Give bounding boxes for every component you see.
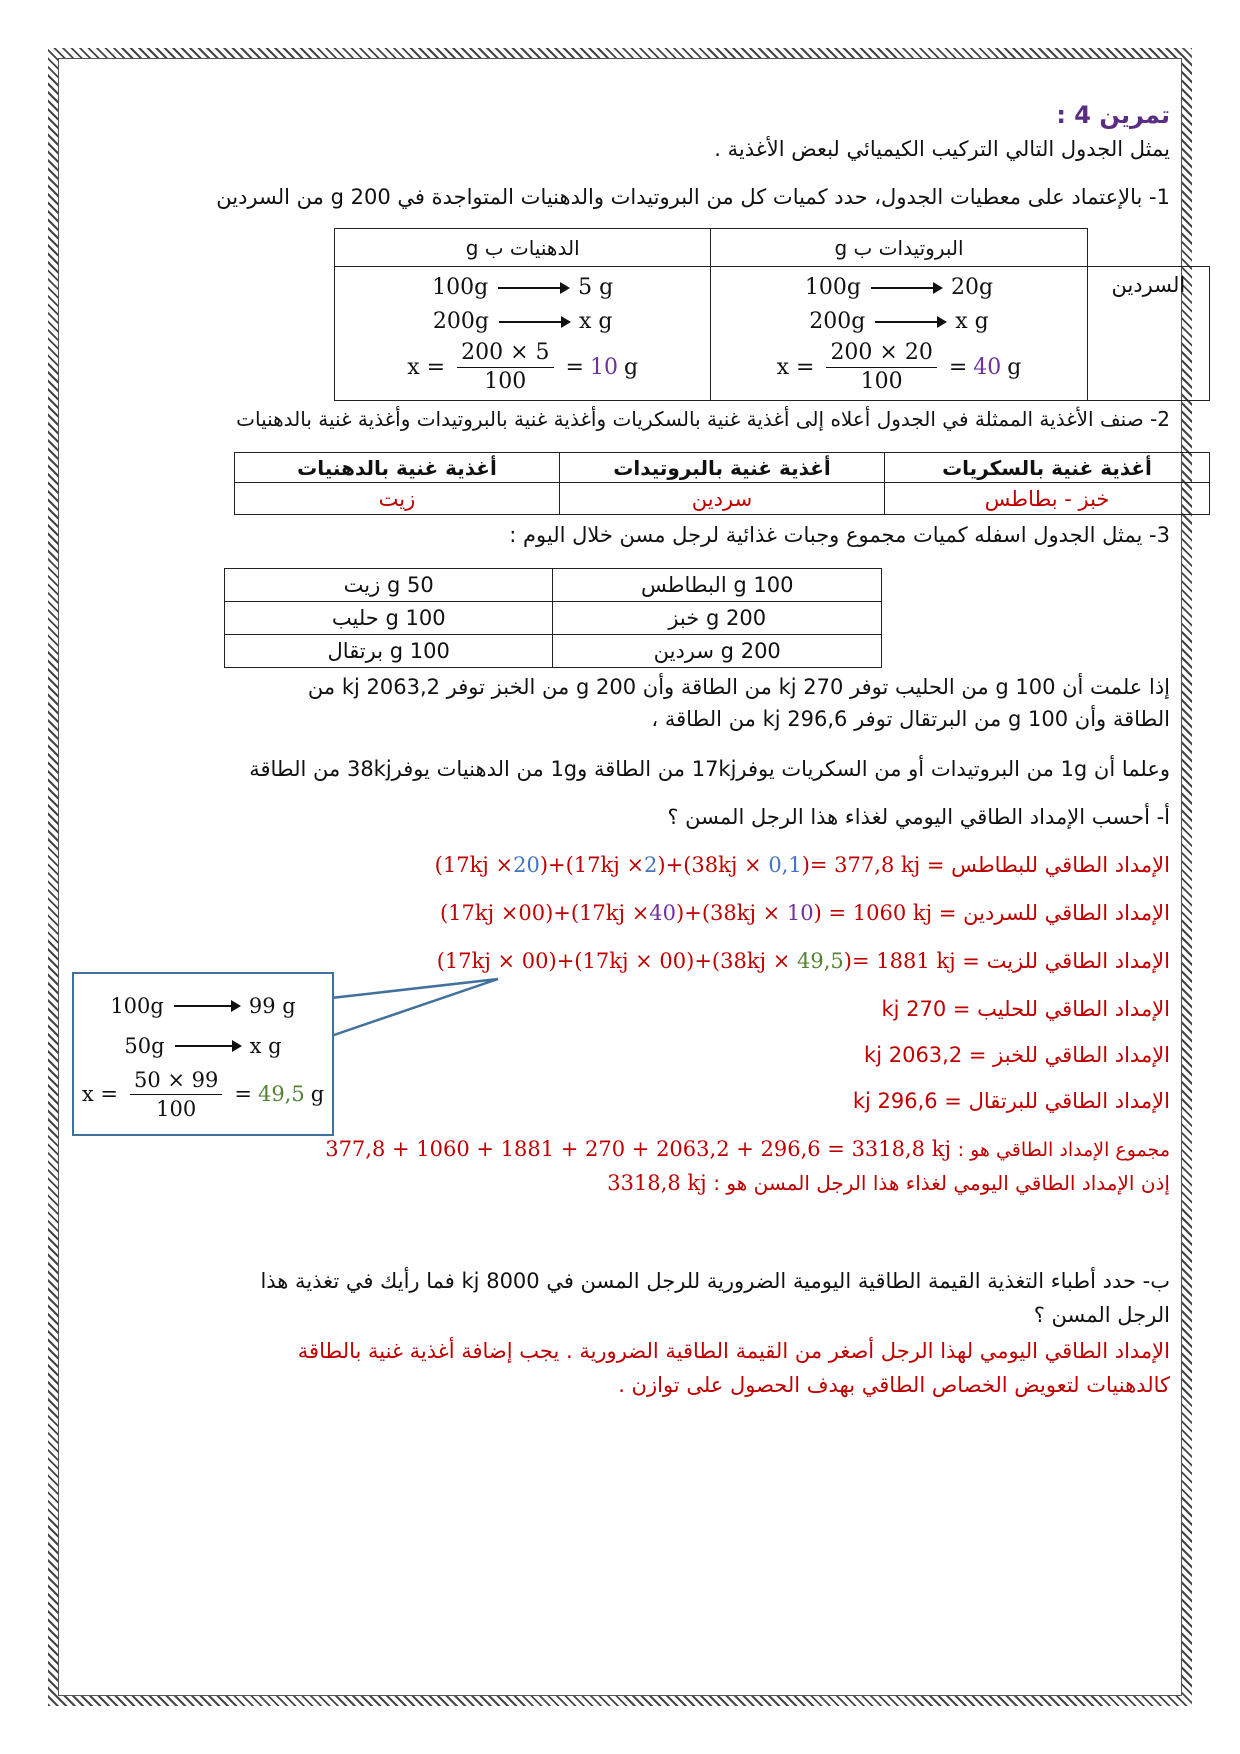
- answer-2: كالدهنيات لتعويض الخصاص الطاقي بهدف الحصول على توازن .: [618, 1373, 1170, 1397]
- header-fats-foods: أغذية غنية بالدهنيات: [235, 453, 560, 483]
- classification-table: [234, 452, 1210, 515]
- callout-box: 100g 99 g 50g x g x = $\frac{50 \times 99}{100}$ = 49,5 g: [72, 972, 334, 1136]
- question-b-1: ب- حدد أطباء التغذية القيمة الطاقية اليومية الضرورية للرجل المسن في 8000 kj فما رأيك في تغذية هذا: [260, 1269, 1170, 1293]
- calc-potato: الإمداد الطاقي للبطاطس = (17kj ×20)+(17kj ×2)+(38kj × 0,1)= 377,8 kj: [434, 853, 1170, 877]
- calc-bread: الإمداد الطاقي للخبز = 2063,2 kj: [864, 1043, 1170, 1067]
- header-sugars: أغذية غنية بالسكريات: [885, 453, 1210, 483]
- sugar-foods: خبز - بطاطس: [885, 483, 1210, 515]
- info-3: وعلما أن 1g من البروتيدات أو من السكريات يوفر17kj من الطاقة و1g من الدهنيات يوفر38kj من الطاقة: [249, 757, 1170, 781]
- question-b-2: الرجل المسن ؟: [1033, 1303, 1170, 1327]
- row-sardine: السردين: [1087, 267, 1209, 401]
- question-3: 3- يمثل الجدول اسفله كميات مجموع وجبات غذائية لرجل مسن خلال اليوم :: [509, 523, 1170, 547]
- info-1: إذا علمت أن 100 g من الحليب توفر 270 kj من الطاقة وأن 200 g من الخبز توفر 2063,2 kj من: [307, 675, 1170, 699]
- question-1: 1- بالإعتماد على معطيات الجدول، حدد كميات كل من البروتيدات والدهنيات المتواجدة في 200 g من السردين: [216, 185, 1170, 209]
- meal-cell: 100 g البطاطس: [553, 569, 882, 602]
- intro-text: يمثل الجدول التالي التركيب الكيميائي لبعض الأغذية .: [714, 137, 1170, 161]
- question-a: أ- أحسب الإمداد الطاقي اليومي لغذاء هذا الرجل المسن ؟: [667, 805, 1170, 829]
- calc-sardine: الإمداد الطاقي للسردين = (17kj ×00)+(17kj ×40)+(38kj × 10) = 1060 kj: [439, 901, 1170, 925]
- info-2: الطاقة وأن 100 g من البرتقال توفر 296,6 kj من الطاقة ،: [651, 707, 1170, 731]
- header-proteins: البروتيدات ب g: [711, 229, 1087, 267]
- worksheet: [70, 100, 1186, 1680]
- proteins-calc: 100g 20g 200g x g x = $\frac{200 \times 20}{100}$ = 40 g: [711, 267, 1087, 401]
- header-fats: الدهنيات ب g: [335, 229, 711, 267]
- calc-orange: الإمداد الطاقي للبرتقال = 296,6 kj: [852, 1089, 1170, 1113]
- question-2: 2- صنف الأغذية الممثلة في الجدول أعلاه إلى أغذية غنية بالسكريات وأغذية غنية بالبروتيدات وأغذية غنية بالدهنيات: [236, 407, 1170, 431]
- calc-daily: إذن الإمداد الطاقي اليومي لغذاء هذا الرجل المسن هو : 3318,8 kj: [607, 1171, 1170, 1195]
- fat-foods: زيت: [235, 483, 560, 515]
- calc-sum: مجموع الإمداد الطاقي هو : 377,8 + 1060 + 1881 + 270 + 2063,2 + 296,6 = 3318,8 kj: [325, 1137, 1170, 1161]
- header-proteins-foods: أغذية غنية بالبروتيدات: [559, 453, 884, 483]
- answer-1: الإمداد الطاقي اليومي لهذا الرجل أصغر من القيمة الطاقية الضرورية . يجب إضافة أغذية غنية بالطاقة: [297, 1339, 1170, 1363]
- meal-cell: 200 g سردين: [553, 635, 882, 668]
- composition-table: [334, 228, 1210, 401]
- calc-oil: الإمداد الطاقي للزيت = (17kj × 00)+(17kj × 00)+(38kj × 49,5)= 1881 kj: [436, 949, 1170, 973]
- fats-calc: 100g 5 g 200g x g x = $\frac{200 \times 5}{100}$ = 10 g: [335, 267, 711, 401]
- protein-foods: سردين: [559, 483, 884, 515]
- meals-table: [224, 568, 882, 668]
- calc-milk: الإمداد الطاقي للحليب = 270 kj: [881, 997, 1170, 1021]
- meal-cell: 200 g خبز: [553, 602, 882, 635]
- meal-cell: 100 g برتقال: [225, 635, 553, 668]
- meal-cell: 100 g حليب: [225, 602, 553, 635]
- meal-cell: 50 g زيت: [225, 569, 553, 602]
- exercise-title: تمرين 4 :: [1056, 101, 1170, 129]
